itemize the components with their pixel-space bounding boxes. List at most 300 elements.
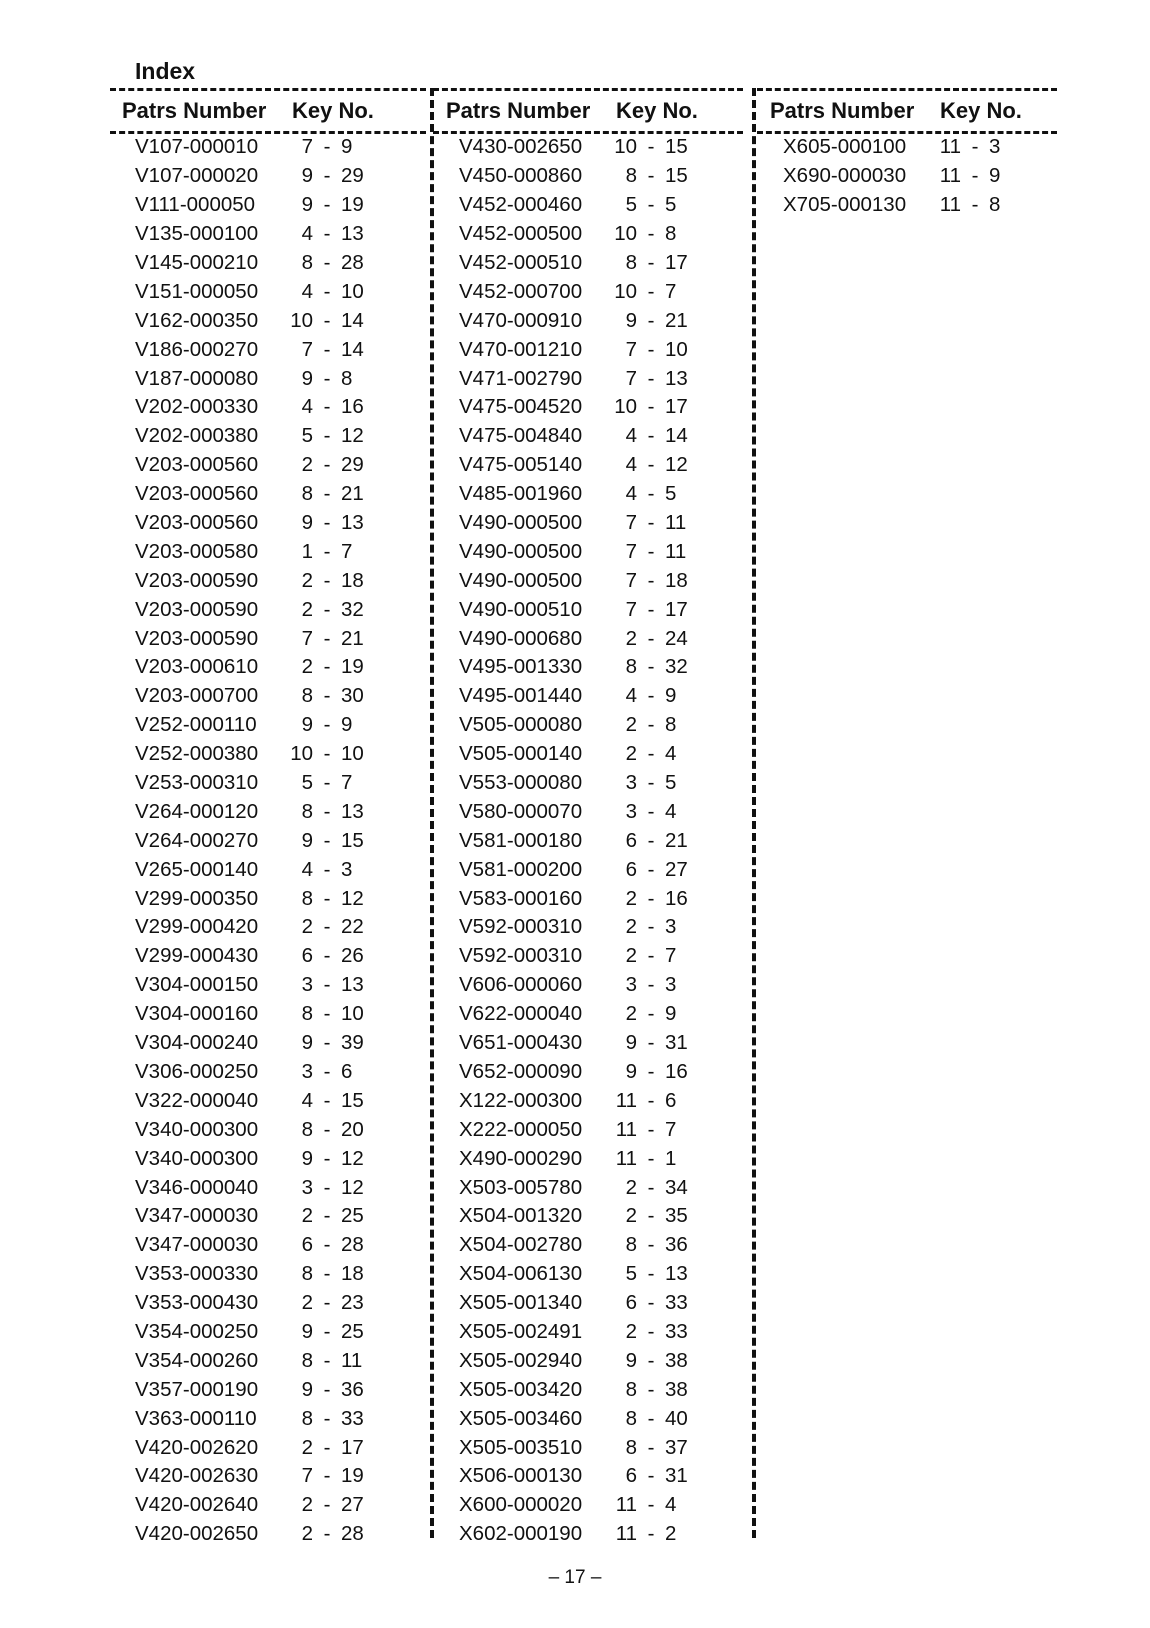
part-number: V347-000030 (135, 1233, 259, 1257)
index-row (112, 1202, 374, 1231)
key-number (283, 800, 371, 824)
key-number (607, 627, 695, 651)
key-item: 10 (665, 337, 688, 361)
key-separator: - (323, 684, 331, 708)
key-separator: - (323, 828, 331, 852)
key-number (283, 424, 371, 448)
key-separator: - (323, 366, 331, 390)
index-row (112, 653, 374, 682)
key-separator: - (323, 857, 331, 881)
index-row (112, 1086, 374, 1115)
index-row (436, 1491, 698, 1520)
key-separator: - (323, 1146, 331, 1170)
part-number: V304-000160 (135, 1002, 259, 1026)
key-separator: - (323, 337, 331, 361)
index-row (112, 537, 374, 566)
index-row (112, 335, 374, 364)
part-number: V490-000500 (459, 511, 583, 535)
key-number (607, 569, 695, 593)
part-number: V145-000210 (135, 251, 259, 274)
key-number (283, 222, 371, 246)
index-row (112, 509, 374, 538)
index-row (112, 1404, 374, 1433)
key-figure: 4 (625, 424, 637, 448)
part-number: X490-000290 (459, 1146, 583, 1170)
key-separator: - (647, 482, 655, 506)
key-item: 9 (341, 713, 353, 737)
key-number (607, 1436, 695, 1460)
key-item: 28 (341, 1522, 364, 1546)
key-figure: 2 (301, 597, 313, 621)
key-separator: - (323, 1377, 331, 1401)
key-separator: - (323, 308, 331, 332)
key-number (283, 627, 371, 651)
key-number (283, 482, 371, 506)
part-number: V470-000910 (459, 308, 583, 332)
part-number: V299-000350 (135, 886, 259, 910)
key-separator: - (323, 1002, 331, 1026)
key-separator: - (323, 1088, 331, 1112)
key-separator: - (323, 1522, 331, 1546)
part-number: V304-000150 (135, 973, 259, 997)
key-number (283, 540, 371, 564)
part-number: V553-000080 (459, 771, 583, 795)
part-number: V490-000500 (459, 568, 583, 592)
part-number: X602-000190 (459, 1522, 583, 1546)
key-figure: 8 (301, 251, 313, 274)
key-figure: 5 (625, 193, 637, 217)
part-number: V581-000180 (459, 828, 583, 852)
column-header (760, 88, 1022, 133)
index-row (112, 971, 374, 1000)
part-number: V450-000860 (459, 164, 583, 188)
index-row (112, 1260, 374, 1289)
part-number: X504-006130 (459, 1262, 583, 1286)
part-number: V203-000700 (135, 684, 259, 708)
index-column-1 (112, 88, 374, 1549)
index-row (112, 306, 374, 335)
page-number: – 17 – (548, 1567, 602, 1588)
key-separator: - (323, 511, 331, 535)
key-number (283, 1176, 371, 1200)
index-row (436, 1462, 698, 1491)
key-figure: 8 (625, 1435, 637, 1459)
key-number (607, 1349, 695, 1373)
key-figure: 9 (301, 193, 313, 217)
index-row (112, 249, 374, 278)
key-figure: 6 (301, 1233, 313, 1257)
key-number (607, 164, 695, 188)
key-separator: - (647, 1291, 655, 1315)
key-item: 15 (665, 135, 688, 159)
part-number: V420-002620 (135, 1435, 259, 1459)
key-number (283, 771, 371, 795)
key-number (607, 1233, 695, 1257)
key-item: 29 (341, 164, 364, 188)
part-number-header: Patrs Number (446, 97, 591, 123)
key-separator: - (323, 1031, 331, 1055)
key-separator: - (323, 1348, 331, 1372)
column-header (436, 88, 698, 133)
part-number: V430-002650 (459, 135, 583, 159)
index-row (760, 133, 1022, 162)
part-number: V265-000140 (135, 857, 259, 881)
key-number (283, 1089, 371, 1113)
part-number: X605-000100 (783, 135, 907, 159)
index-row (436, 1000, 698, 1029)
key-item: 36 (341, 1377, 364, 1401)
part-number: V353-000330 (135, 1262, 259, 1286)
part-number: V202-000330 (135, 395, 259, 419)
part-number: V475-004840 (459, 424, 583, 448)
part-number: X505-002491 (459, 1319, 583, 1343)
key-item: 15 (341, 828, 364, 852)
part-number: V187-000080 (135, 366, 259, 390)
part-number: V505-000140 (459, 742, 583, 766)
index-row (112, 1433, 374, 1462)
key-separator: - (323, 771, 331, 795)
key-figure: 9 (301, 828, 313, 852)
key-separator: - (323, 1406, 331, 1430)
key-figure: 7 (625, 597, 637, 621)
key-figure: 2 (625, 742, 637, 766)
key-figure: 4 (301, 857, 313, 881)
index-row (112, 1346, 374, 1375)
key-figure: 2 (625, 886, 637, 910)
key-separator: - (323, 655, 331, 679)
part-number: V306-000250 (135, 1059, 259, 1083)
key-number (607, 1118, 695, 1142)
key-item: 21 (341, 626, 364, 650)
part-number: V452-000510 (459, 251, 583, 274)
key-number (283, 915, 371, 939)
index-row (112, 133, 374, 162)
key-figure: 6 (625, 857, 637, 881)
key-item: 22 (341, 915, 364, 939)
part-number: V340-000300 (135, 1146, 259, 1170)
key-figure: 2 (301, 1493, 313, 1517)
part-number: V252-000380 (135, 742, 259, 766)
part-number: V253-000310 (135, 771, 259, 795)
key-number (607, 598, 695, 622)
part-number: V203-000590 (135, 568, 259, 592)
key-figure: 4 (625, 482, 637, 506)
key-item: 7 (665, 1117, 677, 1141)
key-separator: - (647, 973, 655, 997)
key-figure: 2 (301, 1291, 313, 1315)
key-separator: - (647, 251, 655, 274)
key-number (283, 1002, 371, 1026)
page-title: Index (135, 58, 196, 84)
key-item: 21 (341, 482, 364, 506)
key-item: 5 (665, 482, 677, 506)
key-figure: 8 (301, 799, 313, 823)
key-separator: - (647, 1377, 655, 1401)
key-separator: - (647, 424, 655, 448)
key-number (607, 1176, 695, 1200)
key-separator: - (647, 164, 655, 188)
index-row (436, 162, 698, 191)
part-number: V299-000430 (135, 944, 259, 968)
part-number: V202-000380 (135, 424, 259, 448)
key-separator: - (647, 539, 655, 563)
key-separator: - (647, 886, 655, 910)
key-separator: - (647, 1146, 655, 1170)
key-number (607, 713, 695, 737)
key-number (283, 280, 371, 304)
key-item: 3 (665, 915, 677, 939)
key-figure: 10 (614, 222, 637, 246)
key-separator: - (647, 1464, 655, 1488)
key-item: 5 (665, 193, 677, 217)
key-number (607, 742, 695, 766)
index-row (436, 740, 698, 769)
part-number: V203-000590 (135, 597, 259, 621)
key-item: 27 (665, 857, 688, 881)
key-separator: - (647, 1522, 655, 1546)
key-item: 37 (665, 1435, 688, 1459)
index-row (112, 566, 374, 595)
key-separator: - (647, 626, 655, 650)
part-number: X505-002940 (459, 1348, 583, 1372)
key-item: 17 (665, 597, 688, 621)
key-number (283, 1147, 371, 1171)
part-number: X690-000030 (783, 164, 907, 188)
key-figure: 6 (301, 944, 313, 968)
index-row (112, 451, 374, 480)
key-separator: - (647, 222, 655, 246)
key-separator: - (647, 1233, 655, 1257)
part-number: V651-000430 (459, 1031, 583, 1055)
key-figure: 4 (301, 395, 313, 419)
key-item: 7 (341, 771, 353, 795)
key-figure: 2 (301, 915, 313, 939)
index-row (436, 1318, 698, 1347)
index-row (112, 1058, 374, 1087)
key-separator: - (323, 713, 331, 737)
key-item: 10 (341, 742, 364, 766)
key-separator: - (647, 279, 655, 303)
key-number (607, 453, 695, 477)
key-separator: - (323, 799, 331, 823)
key-figure: 11 (939, 135, 961, 159)
part-number: V652-000090 (459, 1059, 583, 1083)
index-row (436, 884, 698, 913)
index-row (112, 769, 374, 798)
index-row (112, 797, 374, 826)
index-row (436, 1231, 698, 1260)
key-separator: - (647, 366, 655, 390)
key-figure: 4 (301, 222, 313, 246)
key-figure: 1 (301, 539, 313, 563)
part-number: V111-000050 (135, 193, 256, 217)
key-figure: 2 (301, 1204, 313, 1228)
index-row (436, 537, 698, 566)
part-number: V264-000120 (135, 799, 259, 823)
index-row (436, 1202, 698, 1231)
key-separator: - (323, 1204, 331, 1228)
index-column-3 (760, 88, 1022, 220)
key-item: 18 (665, 568, 688, 592)
key-item: 12 (341, 1146, 364, 1170)
key-separator: - (647, 857, 655, 881)
key-number (607, 1320, 695, 1344)
part-number-header: Patrs Number (770, 97, 915, 123)
index-row (112, 711, 374, 740)
key-item: 16 (341, 395, 364, 419)
key-separator: - (647, 453, 655, 477)
index-row (436, 393, 698, 422)
index-row (112, 855, 374, 884)
index-row (436, 1520, 698, 1549)
part-number: V420-002650 (135, 1522, 259, 1546)
index-row (436, 422, 698, 451)
key-figure: 8 (301, 886, 313, 910)
index-row (436, 942, 698, 971)
index-row (112, 162, 374, 191)
key-number (283, 684, 371, 708)
key-figure: 9 (301, 713, 313, 737)
index-row (112, 682, 374, 711)
key-number (283, 1378, 371, 1402)
key-number (283, 1233, 371, 1257)
key-item: 11 (665, 511, 687, 535)
key-no-header: Key No. (616, 97, 698, 123)
key-number (607, 482, 695, 506)
part-number: V347-000030 (135, 1204, 259, 1228)
key-number (607, 771, 695, 795)
index-row (112, 277, 374, 306)
key-item: 29 (341, 453, 364, 477)
key-number (283, 1407, 371, 1431)
key-item: 10 (341, 1002, 364, 1026)
key-item: 8 (341, 366, 353, 390)
key-separator: - (647, 193, 655, 217)
key-item: 16 (665, 886, 688, 910)
index-row (112, 1029, 374, 1058)
key-item: 38 (665, 1348, 688, 1372)
key-figure: 2 (625, 1002, 637, 1026)
key-separator: - (647, 1031, 655, 1055)
index-rows (436, 133, 698, 1549)
part-number: V252-000110 (135, 713, 257, 737)
key-item: 13 (341, 973, 364, 997)
index-row (436, 1404, 698, 1433)
key-separator: - (647, 1117, 655, 1141)
key-number (607, 1522, 695, 1546)
key-figure: 7 (301, 1464, 313, 1488)
key-number (607, 944, 695, 968)
part-number: V490-000510 (459, 597, 583, 621)
index-row (112, 480, 374, 509)
index-row (436, 624, 698, 653)
key-number (283, 1522, 371, 1546)
part-number: V135-000100 (135, 222, 259, 246)
key-item: 13 (665, 366, 688, 390)
key-figure: 10 (290, 308, 313, 332)
part-number-header: Patrs Number (122, 97, 267, 123)
key-separator: - (647, 1175, 655, 1199)
index-row (436, 220, 698, 249)
key-item: 19 (341, 193, 364, 217)
key-number (607, 684, 695, 708)
index-row (112, 1375, 374, 1404)
key-number (283, 1031, 371, 1055)
key-figure: 3 (301, 1175, 313, 1199)
key-figure: 7 (301, 626, 313, 650)
key-item: 7 (341, 539, 353, 563)
key-number (607, 887, 695, 911)
index-row (436, 1029, 698, 1058)
part-number: V107-000020 (135, 164, 259, 188)
key-number (283, 1291, 371, 1315)
index-row (436, 595, 698, 624)
key-item: 16 (665, 1059, 688, 1083)
key-number (283, 1060, 371, 1084)
key-item: 17 (665, 395, 688, 419)
key-number (283, 598, 371, 622)
part-number: V353-000430 (135, 1291, 259, 1315)
key-separator: - (647, 915, 655, 939)
index-row (112, 422, 374, 451)
key-item: 11 (341, 1348, 363, 1372)
key-separator: - (647, 568, 655, 592)
key-figure: 2 (301, 1522, 313, 1546)
key-figure: 2 (625, 1175, 637, 1199)
key-separator: - (647, 395, 655, 419)
key-number (283, 887, 371, 911)
key-item: 3 (989, 135, 1001, 159)
key-figure: 8 (301, 684, 313, 708)
part-number: X505-001340 (459, 1291, 583, 1315)
key-item: 2 (665, 1522, 677, 1546)
key-item: 9 (341, 135, 353, 159)
key-figure: 8 (301, 1262, 313, 1286)
key-item: 13 (341, 511, 364, 535)
index-row (436, 133, 698, 162)
index-row (436, 1260, 698, 1289)
key-separator: - (647, 944, 655, 968)
part-number: V475-004520 (459, 395, 583, 419)
key-number (607, 800, 695, 824)
key-figure: 4 (625, 684, 637, 708)
key-separator: - (323, 395, 331, 419)
key-number (283, 338, 371, 362)
key-separator: - (647, 337, 655, 361)
key-item: 14 (341, 337, 364, 361)
key-figure: 4 (625, 453, 637, 477)
key-separator: - (323, 944, 331, 968)
key-separator: - (647, 308, 655, 332)
key-separator: - (647, 1002, 655, 1026)
key-figure: 6 (625, 1464, 637, 1488)
key-number (607, 222, 695, 246)
key-separator: - (323, 539, 331, 563)
key-separator: - (647, 713, 655, 737)
index-row (436, 1144, 698, 1173)
key-item: 9 (665, 1002, 677, 1026)
index-row (112, 942, 374, 971)
key-separator: - (323, 135, 331, 159)
key-number (283, 1262, 371, 1286)
key-number (283, 135, 371, 159)
part-number: X705-000130 (783, 193, 907, 217)
key-item: 17 (341, 1435, 364, 1459)
key-item: 9 (989, 164, 1001, 188)
part-number: V452-000700 (459, 279, 583, 303)
part-number: X504-002780 (459, 1233, 583, 1257)
key-separator: - (323, 164, 331, 188)
